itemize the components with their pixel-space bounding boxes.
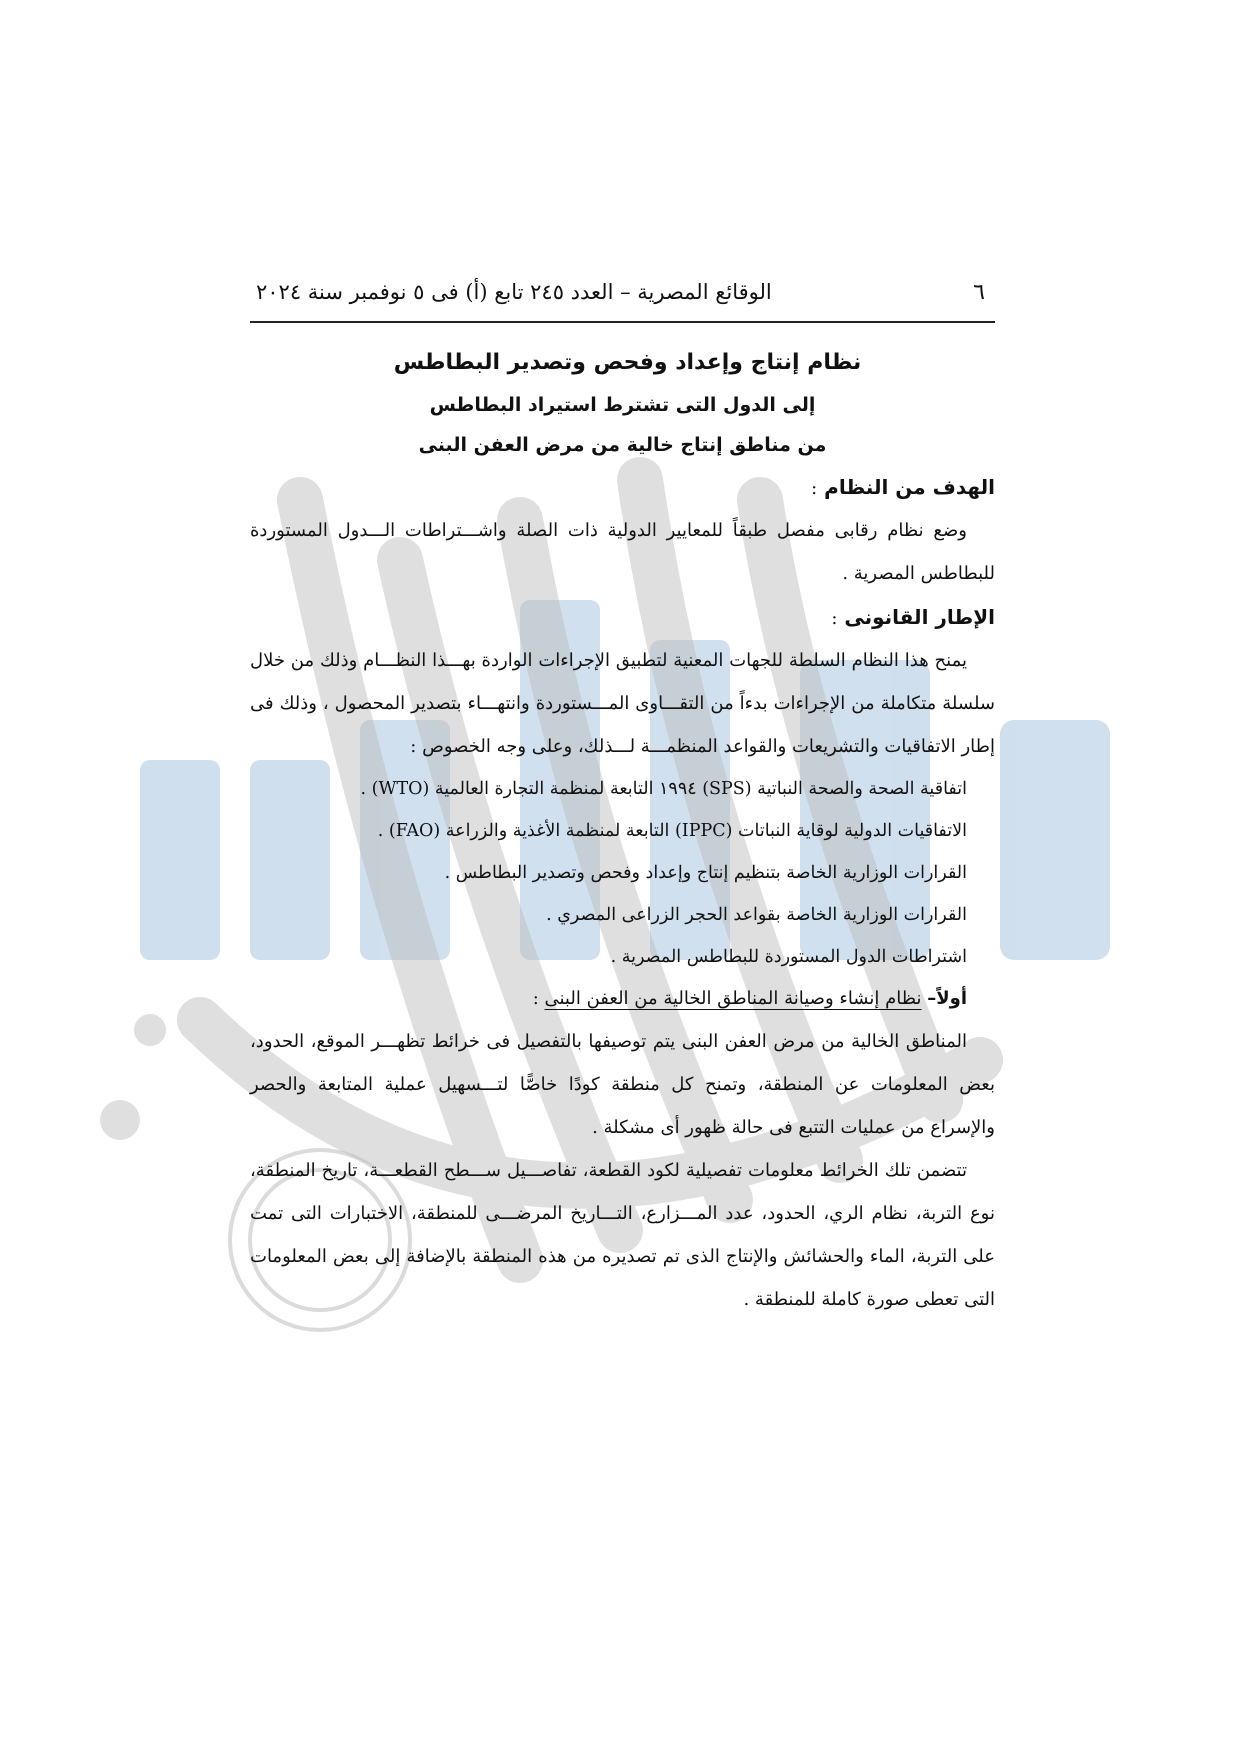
page-number: ٦ bbox=[973, 280, 985, 305]
section-one-label: أولاً– bbox=[927, 988, 967, 1009]
gazette-page bbox=[250, 280, 995, 1321]
list-item: القرارات الوزارية الخاصة بتنظيم إنتاج وإعداد وفحص وتصدير البطاطس . bbox=[444, 863, 967, 883]
objective-paragraph: وضع نظام رقابى مفصل طبقاً للمعايير الدولية ذات الصلة واشـــتراطات الـــدول المستوردة للبطاطس المصرية . bbox=[250, 520, 995, 584]
objective-heading-text: الهدف من النظام bbox=[824, 475, 995, 499]
list-item: اشتراطات الدول المستوردة للبطاطس المصرية . bbox=[610, 947, 967, 967]
legal-framework-heading bbox=[250, 597, 995, 639]
legal-framework-list bbox=[250, 768, 995, 978]
section-one-title: نظام إنشاء وصيانة المناطق الخالية من العفن البنى bbox=[544, 988, 922, 1009]
section-one-heading bbox=[250, 978, 995, 1020]
section-one-colon: : bbox=[532, 988, 539, 1009]
section-one-paragraph-2: تتضمن تلك الخرائط معلومات تفصيلية لكود القطعة، تفاصـــيل ســـطح القطعـــة، تاريخ المنطقة، نوع التربة، نظام الري، الحدود، عدد المـــزارع، التـــاريخ المرضـــى للمنطقة، الاختبارات التى تمت على التربة، الماء والحشائش والإنتاج الذى تم تصديره من هذه المنطقة بالإضافة إلى بعض المعلومات التى تعطى صورة كاملة للمنطقة . bbox=[250, 1160, 995, 1310]
list-item: الاتفاقيات الدولية لوقاية النباتات (IPPC) التابعة لمنظمة الأغذية والزراعة (FAO) . bbox=[377, 821, 967, 841]
list-item: اتفاقية الصحة والصحة النباتية (SPS) ١٩٩٤ التابعة لمنظمة التجارة العالمية (WTO) . bbox=[360, 779, 967, 799]
list-item: القرارات الوزارية الخاصة بقواعد الحجر الزراعى المصري . bbox=[546, 905, 967, 925]
subtitle-line-2: إلى الدول التى تشترط استيراد البطاطس bbox=[429, 394, 816, 416]
legal-framework-heading-colon: : bbox=[831, 608, 838, 629]
objective-heading-colon: : bbox=[811, 478, 818, 499]
objective-heading bbox=[250, 467, 995, 509]
section-one-paragraph-1: المناطق الخالية من مرض العفن البنى يتم توصيفها بالتفصيل فى خرائط تظهـــر الموقع، الحدود، بعض المعلومات عن المنطقة، وتمنح كل منطقة كودًا خاصًّا لتـــسهيل عملية المتابعة والحصر والإسراع من عمليات التتبع فى حالة ظهور أى مشكلة . bbox=[250, 1031, 995, 1138]
subtitle-line-3: من مناطق إنتاج خالية من مرض العفن البنى bbox=[418, 434, 827, 456]
legal-framework-heading-text: الإطار القانونى bbox=[844, 605, 995, 629]
main-title: نظام إنتاج وإعداد وفحص وتصدير البطاطس bbox=[393, 350, 862, 375]
legal-framework-paragraph: يمنح هذا النظام السلطة للجهات المعنية لتطبيق الإجراءات الواردة بهـــذا النظـــام وذلك من خلال سلسلة متكاملة من الإجراءات بدءاً من التقـــاوى المـــستوردة وانتهـــاء بتصدير المحصول ، وذلك فى إطار الاتفاقيات والتشريعات والقواعد المنظمـــة لـــذلك، وعلى وجه الخصوص : bbox=[250, 650, 995, 757]
document-titles bbox=[250, 341, 995, 465]
publication-info: الوقائع المصرية – العدد ٢٤٥ تابع (أ) فى ٥ نوفمبر سنة ٢٠٢٤ bbox=[256, 280, 772, 304]
page-header bbox=[250, 280, 995, 323]
watermark-dots bbox=[100, 1014, 166, 1140]
